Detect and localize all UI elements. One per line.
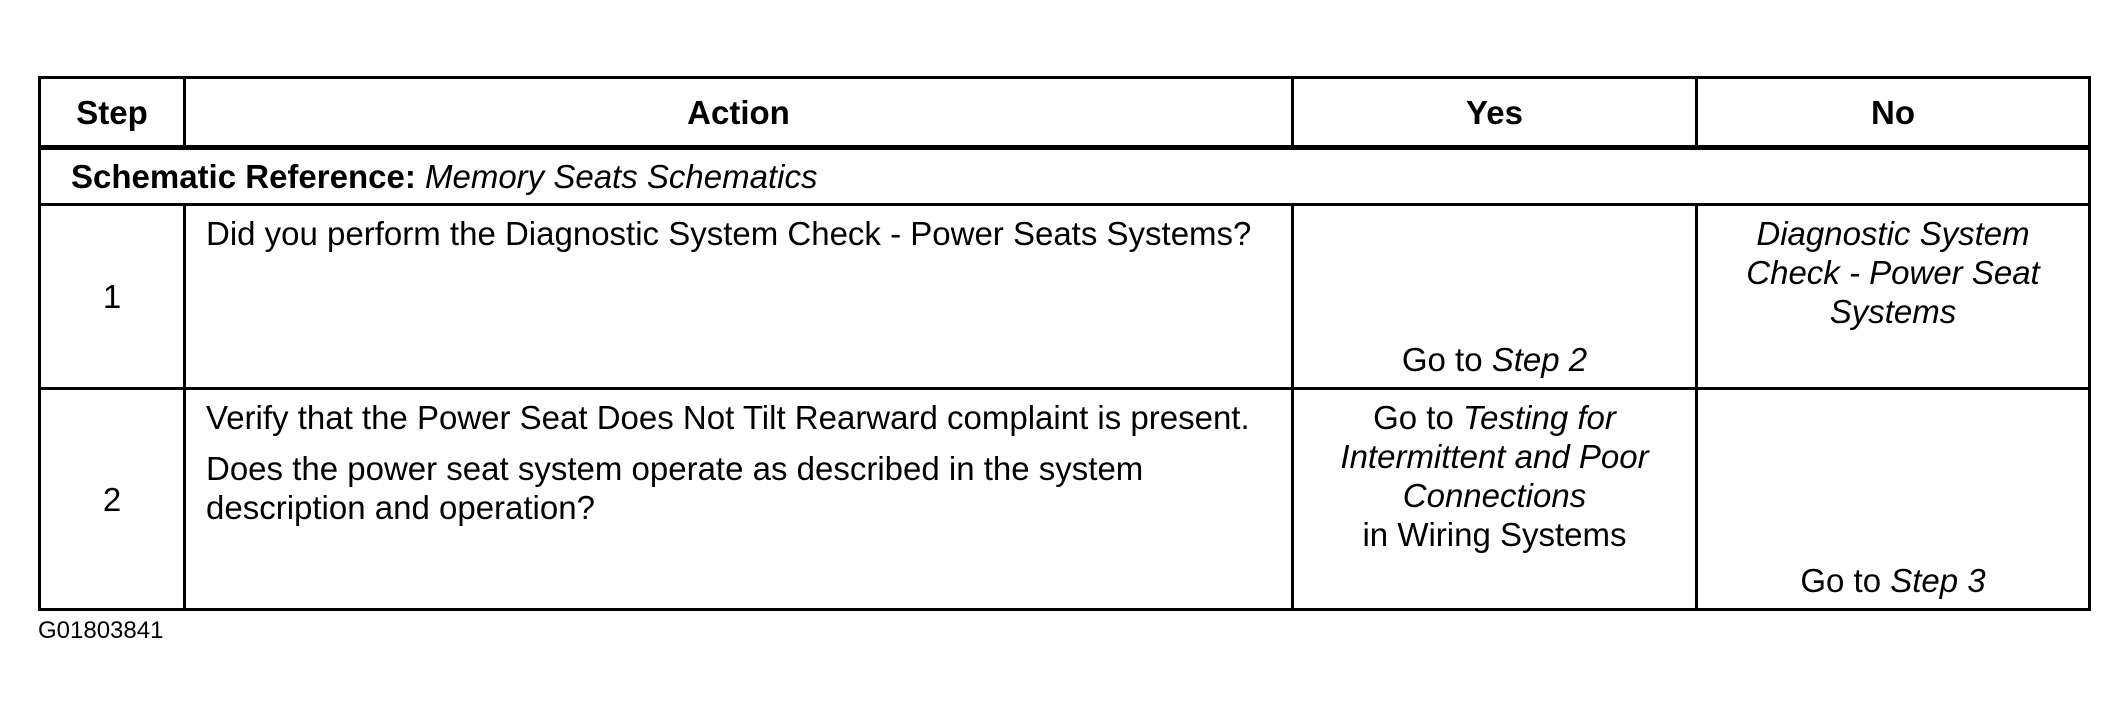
action-text: Verify that the Power Seat Does Not Tilt Rearward complaint is present. — [206, 399, 1250, 436]
step-number: 2 — [40, 389, 185, 610]
schematic-reference-cell — [40, 148, 2090, 205]
figure-id: G01803841 — [38, 617, 164, 644]
table-row — [40, 389, 2090, 610]
step-number: 1 — [40, 205, 185, 389]
no-cell — [1697, 205, 2090, 389]
header-yes: Yes — [1293, 78, 1697, 148]
no-cell — [1697, 389, 2090, 610]
yes-prefix: Go to — [1401, 341, 1483, 378]
header-no: No — [1697, 78, 2090, 148]
schematic-reference-link[interactable]: Memory Seats Schematics — [425, 158, 818, 195]
no-step-link[interactable]: Step 3 — [1890, 562, 1986, 599]
yes-suffix: in Wiring Systems — [1362, 516, 1627, 553]
no-prefix: Go to — [1800, 562, 1882, 599]
header-step: Step — [40, 78, 185, 148]
action-cell — [185, 205, 1293, 389]
diagnostic-table — [38, 76, 2091, 611]
yes-prefix: Go to — [1373, 399, 1454, 436]
yes-cell — [1293, 205, 1697, 389]
yes-cell — [1293, 389, 1697, 610]
schematic-reference-row — [40, 148, 2090, 205]
yes-intermittent-link[interactable]: Testing for Intermittent and Poor Connections — [1340, 399, 1649, 514]
action-cell — [185, 389, 1293, 610]
table-row — [40, 205, 2090, 389]
action-question: Does the power seat system operate as described in the system description and operation? — [206, 450, 1144, 526]
no-diagnostic-link[interactable]: Diagnostic System Check - Power Seat Systems — [1746, 215, 2040, 330]
action-text: Did you perform the Diagnostic System Check - Power Seats Systems? — [206, 215, 1252, 252]
yes-step-link[interactable]: Step 2 — [1491, 341, 1588, 378]
table-header-row — [40, 78, 2090, 148]
header-action: Action — [185, 78, 1293, 148]
schematic-reference-label: Schematic Reference: — [71, 158, 416, 195]
